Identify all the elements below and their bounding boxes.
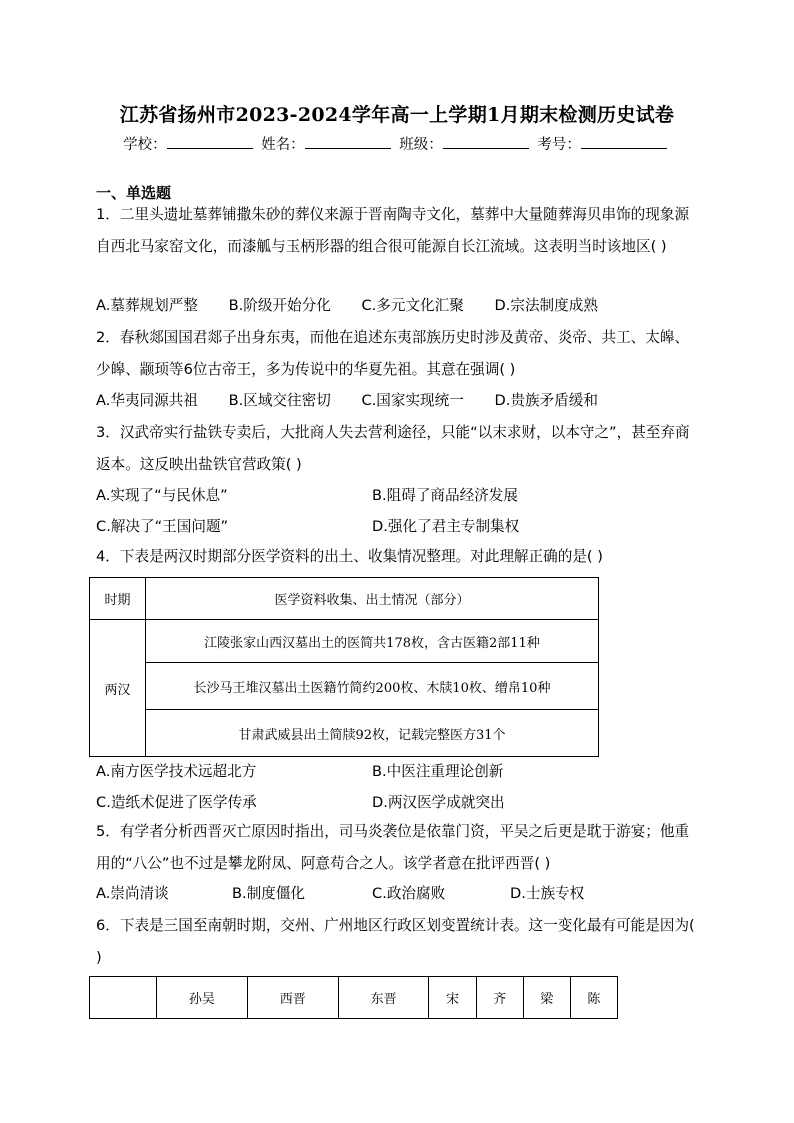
question-5-options — [96, 884, 584, 904]
q2-option-a[interactable]: A.华夷同源共祖 — [96, 392, 198, 409]
question-6-stem: 6．下表是三国至南朝时期，交州、广州地区行政区划变置统计表。这一变化最有可能是因为( ) — [96, 917, 695, 966]
q1-option-d[interactable]: D.宗法制度成熟 — [494, 297, 598, 314]
question-1-options — [96, 296, 624, 316]
question-5-stem: 5．有学者分析西晋灭亡原因时指出，司马炎袭位是依靠门资，平吴之后更是耽于游宴；他重用的“八公”也不过是攀龙附凤、阿意苟合之人。该学者意在批评西晋( ) — [96, 823, 690, 872]
q5-option-a[interactable]: A.崇尚清谈 — [96, 885, 169, 902]
q3-option-b[interactable]: B.阻碍了商品经济发展 — [372, 487, 518, 504]
q5-option-b[interactable]: B.制度僵化 — [232, 885, 306, 902]
section-heading: 一、单选题 — [96, 184, 172, 202]
q4-option-d[interactable]: D.两汉医学成就突出 — [372, 794, 505, 811]
name-blank[interactable] — [305, 136, 391, 149]
question-4-stem: 4．下表是两汉时期部分医学资料的出土、收集情况整理。对此理解正确的是( ) — [96, 548, 603, 565]
q3-option-a[interactable]: A.实现了“与民休息” — [96, 487, 228, 504]
question-2-options — [96, 391, 624, 411]
medical-records-table — [89, 577, 599, 757]
administrative-divisions-table — [89, 976, 618, 1019]
table-header-content: 医学资料收集、出土情况（部分） — [146, 578, 599, 620]
q2-option-c[interactable]: C.国家实现统一 — [361, 392, 464, 409]
table-row: 长沙马王堆汉墓出土医籍竹简约200枚、木牍10枚、缯帛10种 — [146, 663, 599, 710]
table-row: 甘肃武威县出土简牍92枚，记载完整医方31个 — [146, 710, 599, 757]
q4-option-b[interactable]: B.中医注重理论创新 — [372, 763, 504, 780]
q4-option-a[interactable]: A.南方医学技术远超北方 — [96, 763, 257, 780]
student-info-line — [0, 133, 794, 154]
table-header-sunwu: 孙吴 — [157, 977, 248, 1019]
table-cell-period: 两汉 — [90, 620, 146, 757]
q1-option-a[interactable]: A.墓葬规划严整 — [96, 297, 198, 314]
q2-option-d[interactable]: D.贵族矛盾缓和 — [494, 392, 598, 409]
q3-option-d[interactable]: D.强化了君主专制集权 — [372, 518, 520, 535]
q1-option-b[interactable]: B.阶级开始分化 — [228, 297, 331, 314]
table-header-liang: 梁 — [523, 977, 570, 1019]
table-header-dongjin: 东晋 — [338, 977, 429, 1019]
table-header-song: 宋 — [429, 977, 476, 1019]
q5-option-c[interactable]: C.政治腐败 — [372, 885, 446, 902]
school-blank[interactable] — [167, 136, 253, 149]
exam-number-label: 考号： — [537, 137, 581, 153]
q1-option-c[interactable]: C.多元文化汇聚 — [361, 297, 464, 314]
question-1-stem: 1．二里头遗址墓葬铺撒朱砂的葬仪来源于晋南陶寺文化，墓葬中大量随葬海贝串饰的现象源自西北马家窑文化，而漆觚与玉柄形器的组合很可能源自长江流域。这表明当时该地区( ) — [96, 206, 690, 255]
q3-option-c[interactable]: C.解决了“王国问题” — [96, 518, 229, 535]
table-row: 江陵张家山西汉墓出土的医简共178枚，含古医籍2部11种 — [146, 620, 599, 663]
exam-title: 江苏省扬州市2023-2024学年高一上学期1月期末检测历史试卷 — [119, 104, 675, 126]
exam-number-blank[interactable] — [581, 136, 667, 149]
name-label: 姓名： — [261, 137, 305, 153]
q5-option-d[interactable]: D.士族专权 — [510, 885, 585, 902]
q4-option-c[interactable]: C.造纸术促进了医学传承 — [96, 794, 257, 811]
q2-option-b[interactable]: B.区域交往密切 — [228, 392, 331, 409]
table-header-blank — [90, 977, 157, 1019]
school-label: 学校： — [123, 137, 167, 153]
table-header-qi: 齐 — [476, 977, 523, 1019]
class-label: 班级： — [399, 137, 443, 153]
question-2-stem: 2．春秋郯国国君郯子出身东夷，而他在追述东夷部族历史时涉及黄帝、炎帝、共工、太皞、少皞、颛顼等6位古帝王，多为传说中的华夏先祖。其意在强调( ) — [96, 329, 690, 378]
question-3-stem: 3．汉武帝实行盐铁专卖后，大批商人失去营利途径，只能“以末求财，以本守之”，甚至弃商返本。这反映出盐铁官营政策( ) — [96, 424, 690, 473]
table-header-xijin: 西晋 — [247, 977, 338, 1019]
table-header-chen: 陈 — [570, 977, 617, 1019]
class-blank[interactable] — [443, 136, 529, 149]
table-header-period: 时期 — [90, 578, 146, 620]
